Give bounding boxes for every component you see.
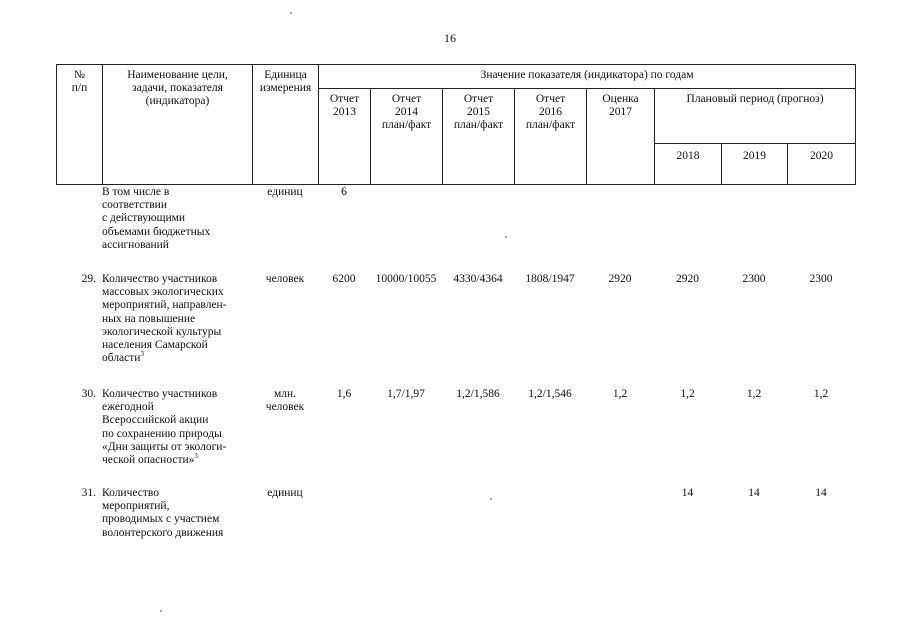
value-2020: 2300	[809, 273, 833, 285]
indicator-name: Количество участников ежегодной Всероссийской акции по сохранению природы «Дни защиты от экологи- ческой опасности»$^3$	[102, 388, 227, 467]
value-2013: 6	[341, 186, 347, 198]
table-row	[56, 487, 855, 557]
row-number: 29.	[81, 273, 96, 285]
header-2019: 2019	[722, 144, 788, 185]
value-2018: 2920	[676, 273, 699, 285]
row-number: 31.	[81, 487, 96, 499]
value-2014: 1,7/1,97	[387, 388, 425, 400]
indicator-table-header	[56, 64, 856, 185]
unit-of-measure: млн. человек	[265, 388, 305, 414]
header-2015: Отчет 2015 план/факт	[443, 89, 515, 185]
value-2017: 2920	[608, 273, 632, 285]
unit-of-measure: единиц	[267, 186, 303, 198]
header-name: Наименование цели, задачи, показателя (индикатора)	[103, 65, 253, 185]
scan-speck	[160, 610, 162, 612]
value-2018: 14	[681, 487, 694, 499]
header-2014: Отчет 2014 план/факт	[371, 89, 443, 185]
table-row	[56, 273, 855, 388]
unit-of-measure: единиц	[267, 487, 303, 499]
value-2013: 1,6	[336, 388, 352, 400]
header-2016: Отчет 2016 план/факт	[515, 89, 587, 185]
header-plan-period: Плановый период (прогноз)	[655, 89, 856, 144]
header-2017: Оценка 2017	[587, 89, 655, 185]
indicator-name: Количество мероприятий, проводимых с участием волонтерского движения	[102, 487, 224, 539]
value-2020: 1,2	[813, 388, 829, 400]
value-2018: 1,2	[680, 388, 695, 400]
value-2019: 14	[748, 487, 760, 499]
value-2014: 10000/10055	[375, 273, 437, 285]
value-2015: 4330/4364	[453, 273, 503, 285]
table-row	[56, 186, 855, 273]
header-values-group: Значение показателя (индикатора) по годам	[319, 65, 856, 89]
header-2018: 2018	[655, 144, 722, 185]
header-num: № п/п	[57, 65, 103, 185]
value-2016: 1,2/1,546	[528, 388, 572, 400]
indicator-table-body	[56, 186, 855, 557]
unit-of-measure: человек	[265, 273, 305, 285]
header-2013: Отчет 2013	[319, 89, 371, 185]
value-2019: 1,2	[746, 388, 762, 400]
value-2020: 14	[815, 487, 827, 499]
value-2013: 6200	[332, 273, 356, 285]
value-2016: 1808/1947	[525, 273, 575, 285]
header-2020: 2020	[788, 144, 856, 185]
page-number: 16	[444, 31, 456, 45]
value-2015: 1,2/1,586	[456, 388, 500, 400]
value-2019: 2300	[742, 273, 766, 285]
row-number: 30.	[81, 388, 96, 400]
indicator-name: Количество участников массовых экологических мероприятий, направлен- ных на повышение экологической культуры населения Самарской области$^3$	[102, 273, 227, 365]
scan-speck	[290, 12, 292, 14]
indicator-name: В том числе в соответствии с действующими объемами бюджетных ассигнований	[102, 186, 211, 251]
table-row	[56, 388, 855, 487]
value-2017: 1,2	[612, 388, 628, 400]
header-unit: Единица измерения	[253, 65, 319, 185]
